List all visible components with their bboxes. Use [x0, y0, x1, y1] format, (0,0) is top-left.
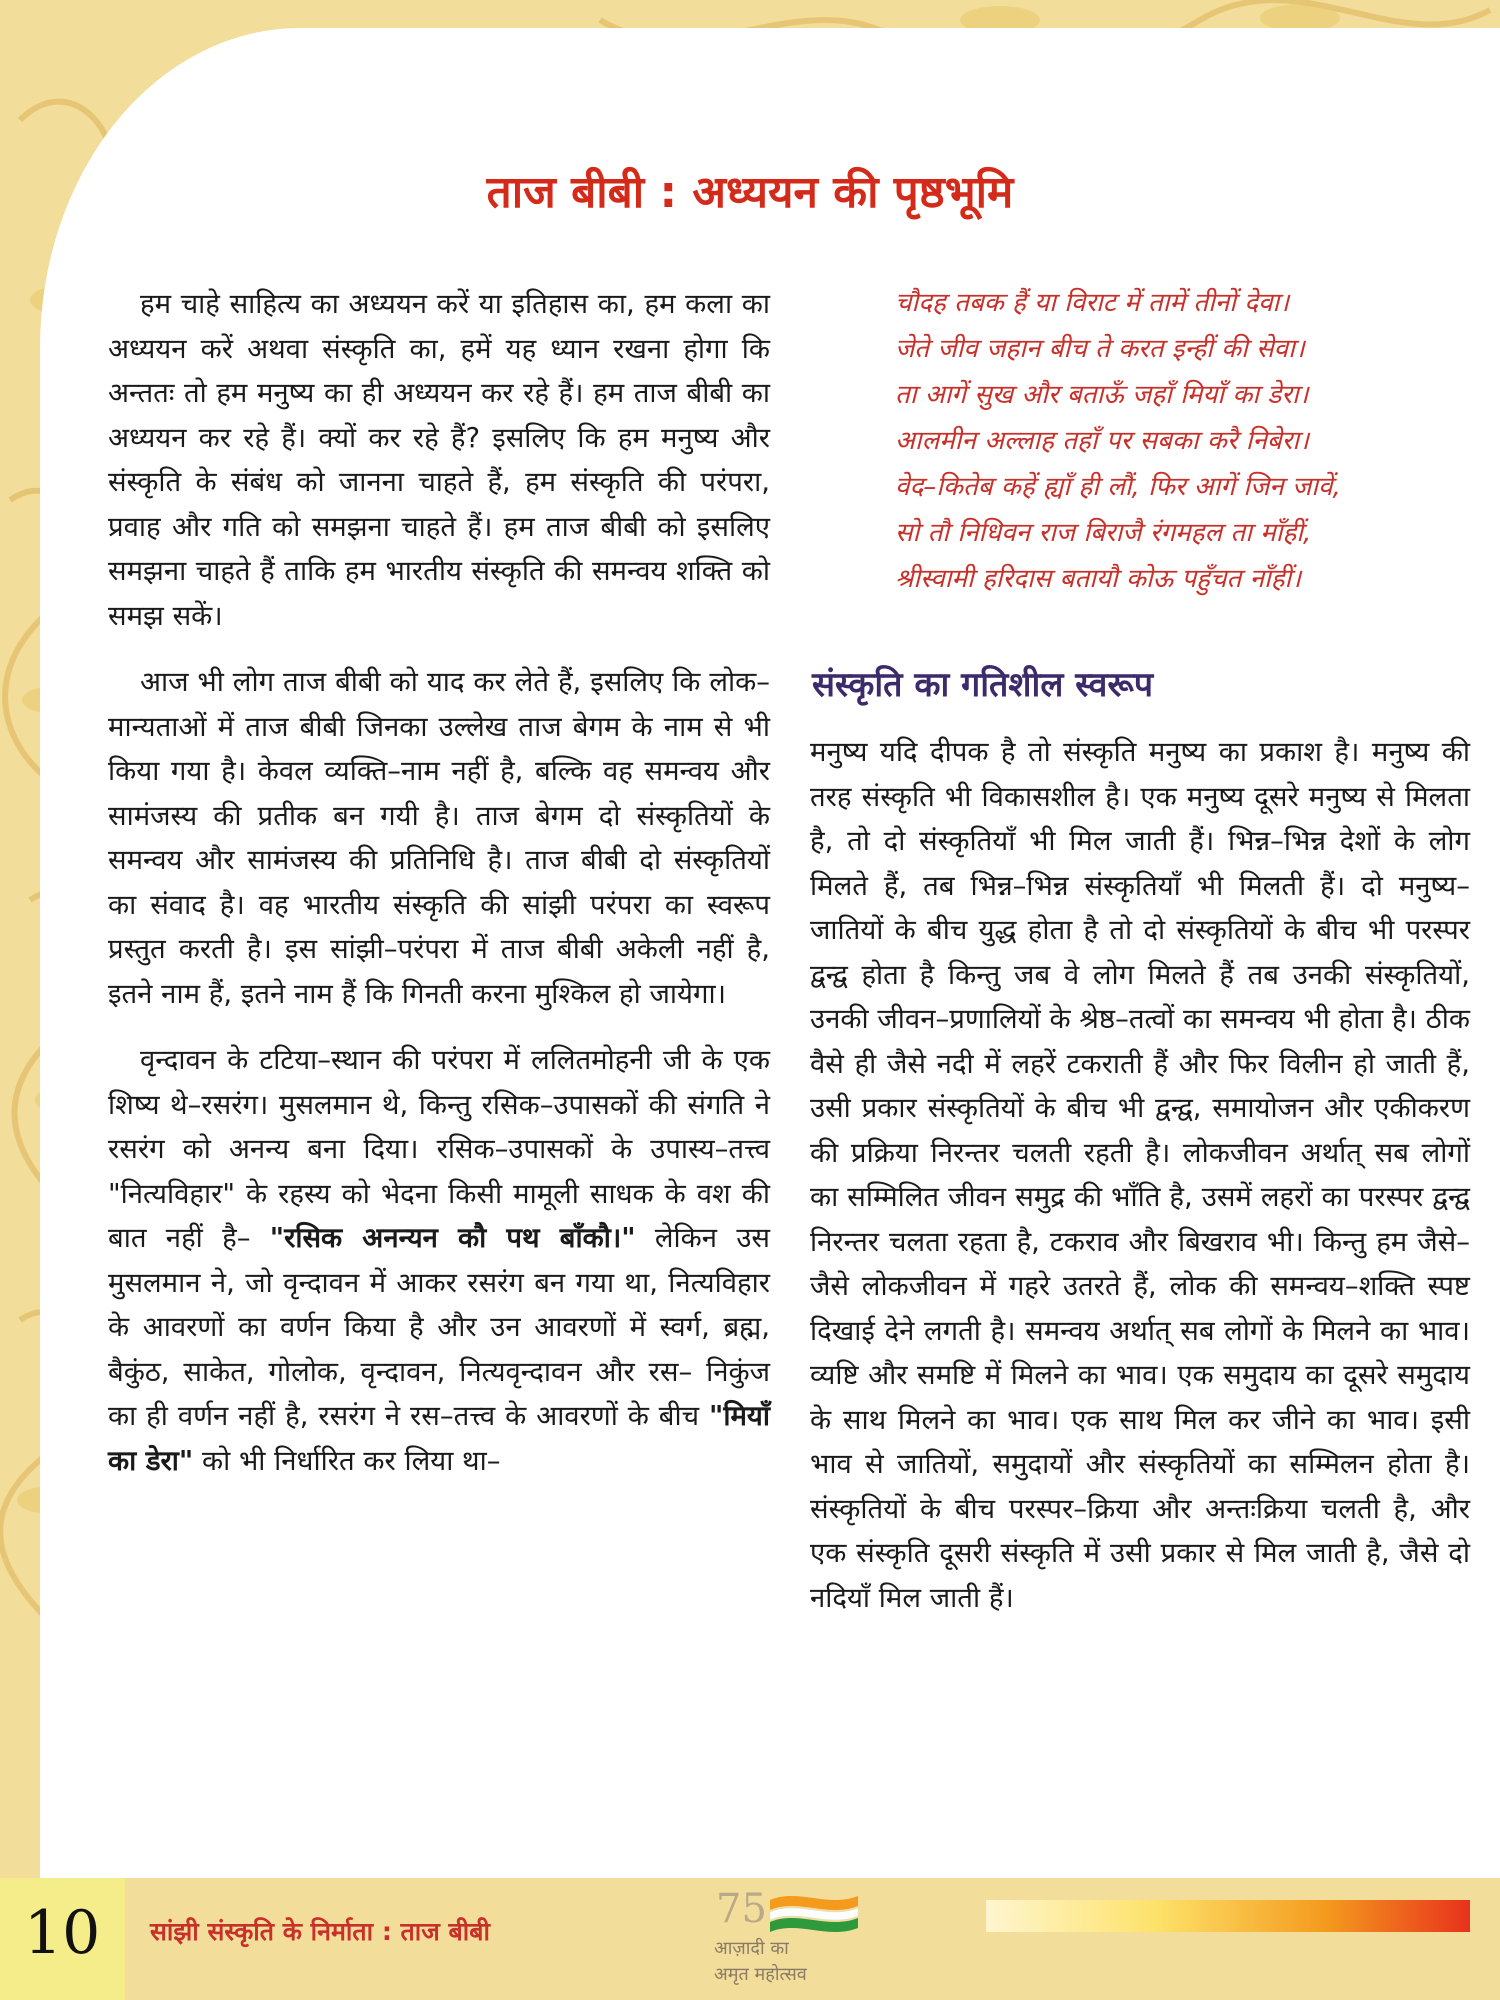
right-column: [810, 730, 1470, 1642]
poem-line: वेद–कितेब कहें ह्यॉं ही लौं, फिर आगें जिन जावें,: [895, 472, 1341, 502]
paragraph-text: वृन्दावन के टटिया–स्थान की परंपरा में ललितमोहनी जी के एक शिष्य थे–रसरंग। मुसलमान थे, किन्तु रसिक–उपासकों की संगति ने रसरंग को अनन्य बना दिया। रसिक–उपासकों के उपास्य–तत्त्व "नित्यविहार" के रहस्य को भेदना किसी मामूली साधक के वश की बात नहीं है–: [108, 1044, 770, 1254]
azadi-amrit-mahotsav-logo: [708, 1878, 868, 1988]
footer-title: सांझी संस्कृति के निर्माता : ताज बीबी: [150, 1917, 490, 1946]
poem-line: जेते जीव जहान बीच ते करत इन्हीं की सेवा।: [895, 334, 1305, 364]
poem-line: ता आगें सुख और बताऊँ जहाँ मियाँ का डेरा।: [895, 380, 1309, 410]
poem-line: सो तौ निधिवन राज बिराजै रंगमहल ता माँहीं,: [895, 518, 1312, 548]
logo-line2: अमृत महोत्सव: [714, 1964, 807, 1985]
paragraph: [108, 1038, 770, 1483]
paragraph: मनुष्य यदि दीपक है तो संस्कृति मनुष्य का प्रकाश है। मनुष्य की तरह संस्कृति भी विकासशील है। एक मनुष्य दूसरे मनुष्य से मिलता है, तो दो संस्कृतियाँ भी मिल जाती हैं। भिन्न–भिन्न देशों के लोग मिलते हैं, तब भिन्न–भिन्न संस्कृतियाँ भी मिलती हैं। दो मनुष्य–जातियों के बीच युद्ध होता है तो दो संस्कृतियों के बीच भी परस्पर द्वन्द्व होता है किन्तु जब वे लोग मिलते हैं तब उनकी संस्कृतियों, उनकी जीवन–प्रणालियों के श्रेष्ठ–तत्वों का समन्वय भी होता है। ठीक वैसे ही जैसे नदी में लहरें टकराती हैं और फिर विलीन हो जाती हैं, उसी प्रकार संस्कृतियों के बीच भी द्वन्द्व, समायोजन और एकीकरण की प्रक्रिया निरन्तर चलती रहती है। लोकजीवन अर्थात् सब लोगों का सम्मिलित जीवन समुद्र की भाँति है, उसमें लहरों का परस्पर द्वन्द्व निरन्तर चलता रहता है, टकराव और बिखराव भी। किन्तु हम जैसे–जैसे लोकजीवन में गहरे उतरते हैं, लोक की समन्वय–शक्ति स्पष्ट दिखाई देने लगती है। समन्वय अर्थात् सब लोगों के मिलने का भाव। व्यष्टि और समष्टि में मिलने का भाव। एक समुदाय का दूसरे समुदाय के साथ मिलने का भाव। एक साथ मिल कर जीने का भाव। इसी भाव से जातियों, समुदायों और संस्कृतियों का सम्मिलन होता है। संस्कृतियों के बीच परस्पर–क्रिया और अन्तःक्रिया चलती है, और एक संस्कृति दूसरी संस्कृति में उसी प्रकार से मिल जाती है, जैसे दो नदियाँ मिल जाती हैं।: [810, 736, 1470, 1614]
paragraph: हम चाहे साहित्य का अध्ययन करें या इतिहास का, हम कला का अध्ययन करें अथवा संस्कृति का, हमें यह ध्यान रखना होगा कि अन्ततः तो हम मनुष्य का ही अध्ययन कर रहे हैं। हम ताज बीबी का अध्ययन कर रहे हैं। क्यों कर रहे हैं? इसलिए कि हम मनुष्य और संस्कृति के संबंध को जानना चाहते हैं, हम संस्कृति की परंपरा, प्रवाह और गति को समझना चाहते हैं। हम ताज बीबी को इसलिए समझना चाहते हैं ताकि हम भारतीय संस्कृति की समन्वय शक्ति को समझ सकें।: [108, 288, 770, 632]
quote-bold: "रसिक अनन्यन कौ पथ बाँकौ।": [269, 1222, 636, 1254]
page-number: 10: [24, 1898, 101, 1968]
poem-line: आलमीन अल्लाह तहाँ पर सबका करै निबेरा।: [895, 426, 1309, 456]
section-heading: संस्कृति का गतिशील स्वरूप: [812, 665, 1154, 705]
paragraph-text: को भी निर्धारित कर लिया था–: [193, 1444, 501, 1477]
footer-gradient-bar: [986, 1900, 1470, 1932]
poem-block: [895, 280, 1395, 602]
flag-icon: [770, 1896, 858, 1910]
page-title: ताज बीबी : अध्ययन की पृष्ठभूमि: [486, 167, 1014, 218]
left-column: [108, 282, 770, 1505]
paragraph: आज भी लोग ताज बीबी को याद कर लेते हैं, इसलिए कि लोक–मान्यताओं में ताज बीबी जिनका उल्लेख ताज बेगम के नाम से भी किया गया है। केवल व्यक्ति–नाम नहीं है, बल्कि वह समन्वय और सामंजस्य की प्रतीक बन गयी है। ताज बेगम दो संस्कृतियों के समन्वय और सामंजस्य की प्रतिनिधि है। ताज बीबी दो संस्कृतियों का संवाद है। वह भारतीय संस्कृति की सांझी परंपरा का स्वरूप प्रस्तुत करती है। इस सांझी–परंपरा में ताज बीबी अकेली नहीं है, इतने नाम हैं, इतने नाम हैं कि गिनती करना मुश्किल हो जायेगा।: [108, 666, 770, 1010]
paragraph-text: लेकिन उस मुसलमान ने, जो वृन्दावन में आकर रसरंग बन गया था, नित्यविहार के आवरणों का वर्णन किया है और उन आवरणों में स्वर्ग, ब्रह्म, बैकुंठ, साकेत, गोलोक, वृन्दावन, नित्यवृन्दावन और रस– निकुंज का ही वर्णन नहीं है, रसरंग ने रस–तत्त्व के आवरणों के बीच: [108, 1222, 770, 1432]
logo-line1: आज़ादी का: [714, 1938, 789, 1959]
poem-line: चौदह तबक हैं या विराट में तामें तीनों देवा।: [895, 288, 1290, 318]
poem-line: श्रीस्वामी हरिदास बतायौ कोऊ पहुँचत नाँहीं।: [895, 564, 1302, 594]
logo-number: 75: [716, 1886, 767, 1932]
quote-bold: "मियाँ का डेरा": [108, 1400, 770, 1477]
